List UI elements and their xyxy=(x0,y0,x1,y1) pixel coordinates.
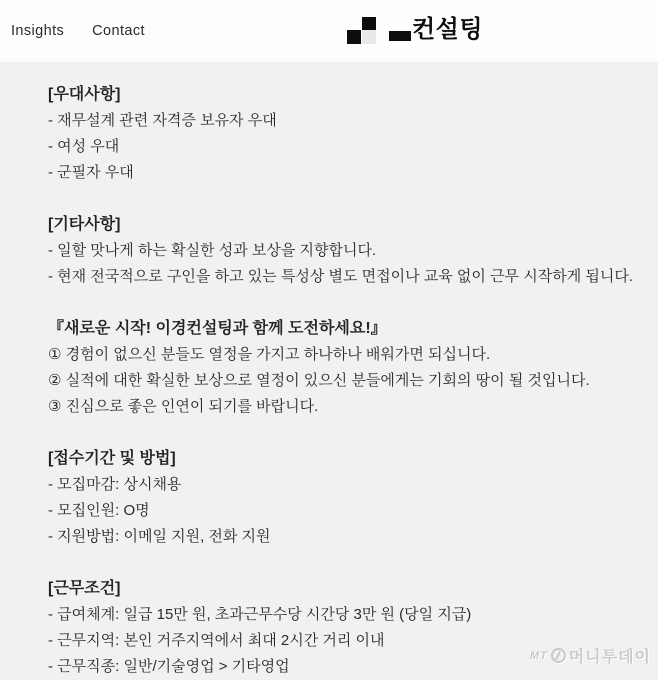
mt-label: 머니투데이 xyxy=(568,649,651,666)
header xyxy=(0,0,658,62)
section-title: [기타사항] xyxy=(48,216,121,233)
section-line: - 근무지역: 본인 거주지역에서 최대 2시간 거리 이내 xyxy=(48,632,385,649)
section-line: - 군필자 우대 xyxy=(48,164,134,181)
logo-text: 컨설팅 xyxy=(412,16,484,43)
logo-checker-icon xyxy=(347,16,376,44)
sections-container xyxy=(48,82,658,680)
section-title: [근무조건] xyxy=(48,580,121,597)
section-line: - 모집마감: 상시채용 xyxy=(48,476,182,493)
section-line: - 재무설계 관련 자격증 보유자 우대 xyxy=(48,112,277,129)
section-line: - 모집인원: O명 xyxy=(48,502,150,519)
logo-bar-icon xyxy=(389,31,411,41)
section-line: - 근무직종: 일반/기술영업 > 기타영업 xyxy=(48,658,290,675)
job-posting-content xyxy=(0,62,658,680)
section-line: ③ 진심으로 좋은 인연이 되기를 바랍니다. xyxy=(48,398,319,415)
mt-circle-icon xyxy=(551,648,566,663)
nav-item-insights[interactable]: Insights xyxy=(11,23,65,39)
moneytoday-watermark xyxy=(530,644,651,667)
section-line: ② 실적에 대한 확실한 보상으로 열정이 있으신 분들에게는 기회의 땅이 될 것입니다. xyxy=(48,372,590,389)
brand-logo[interactable] xyxy=(347,15,483,45)
section-title: 『새로운 시작! 이경컨설팅과 함께 도전하세요!』 xyxy=(48,320,387,337)
section-line: ① 경험이 없으신 분들도 열정을 가지고 하나하나 배워가면 되십니다. xyxy=(48,346,491,363)
section-line: - 지원방법: 이메일 지원, 전화 지원 xyxy=(48,528,271,545)
section-line: - 여성 우대 xyxy=(48,138,120,155)
section-title: [우대사항] xyxy=(48,86,121,103)
job-section xyxy=(48,82,658,186)
section-title: [접수기간 및 방법] xyxy=(48,450,176,467)
logo-checker-square-top xyxy=(362,17,376,31)
section-line: - 현재 전국적으로 구인을 하고 있는 특성상 별도 면접이나 교육 없이 근무 시작하게 됩니다. xyxy=(48,268,633,285)
job-section xyxy=(48,212,658,290)
logo-checker-square-light xyxy=(362,30,376,44)
logo-checker-square-bottom xyxy=(347,30,361,44)
nav-item-contact[interactable]: Contact xyxy=(92,23,145,39)
job-section xyxy=(48,316,658,420)
section-line: - 급여체계: 일급 15만 원, 초과근무수당 시간당 3만 원 (당일 지급) xyxy=(48,606,472,623)
section-line: - 일할 맛나게 하는 확실한 성과 보상을 지향합니다. xyxy=(48,242,377,259)
mt-logo-text: MT xyxy=(529,649,548,662)
main-nav xyxy=(0,23,145,39)
job-section xyxy=(48,446,658,550)
